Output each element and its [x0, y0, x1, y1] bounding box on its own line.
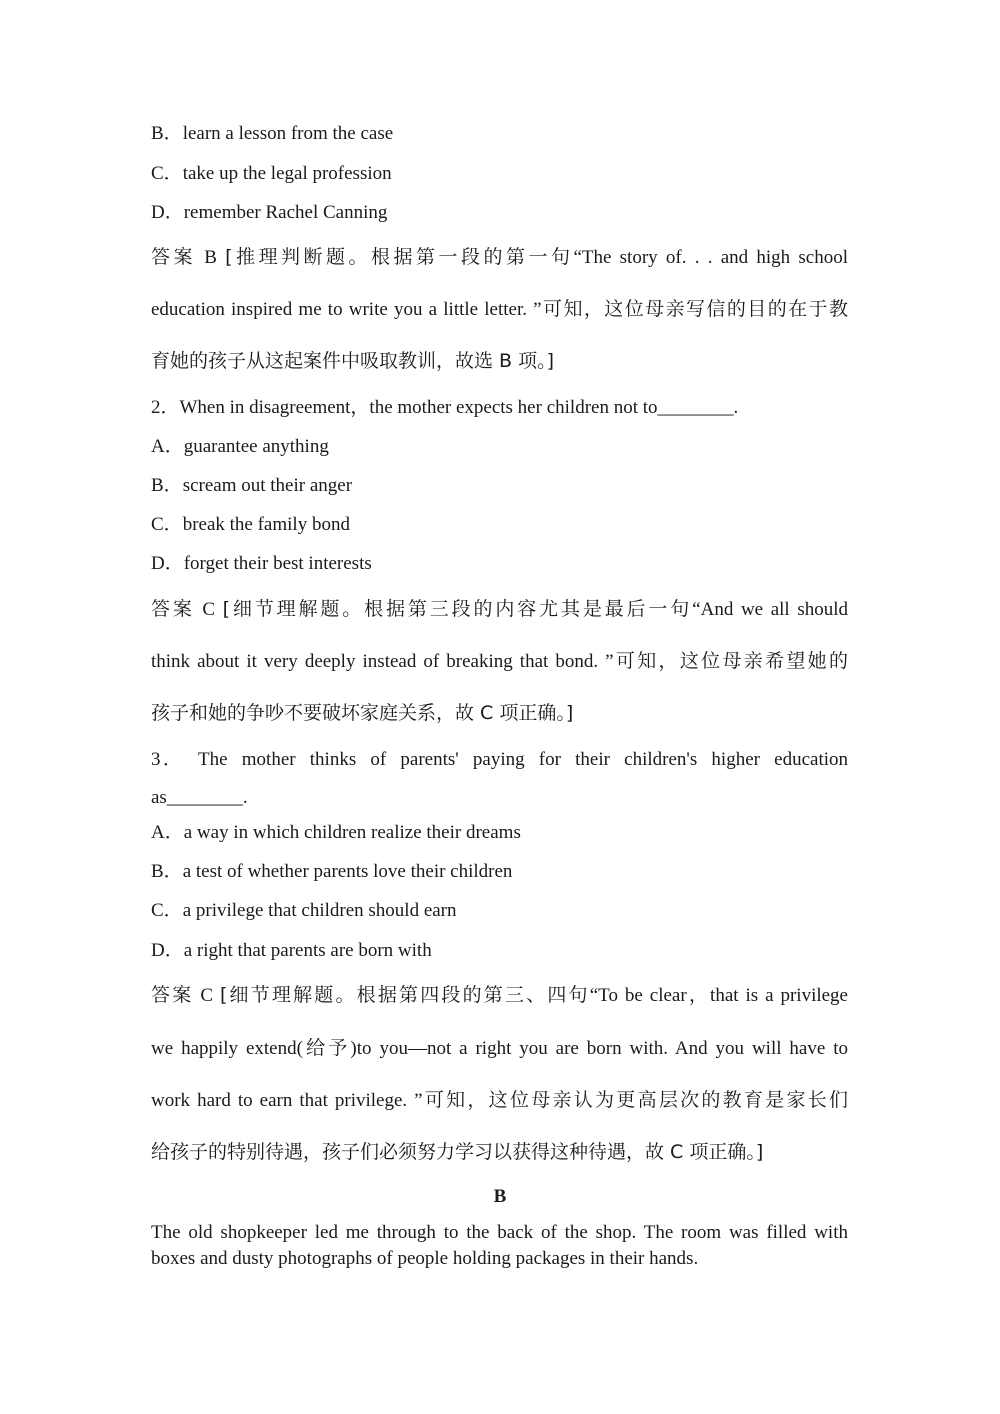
q2-option-b: [151, 474, 352, 498]
answer-quote: )to you—not a right you are born with. And you will have to: [350, 1038, 848, 1059]
option-letter: B．: [151, 475, 183, 496]
answer-explanation: [细节理解题。根据第三段的内容尤其是最后一句: [222, 598, 693, 620]
answer-choice: B: [204, 247, 217, 268]
answer-quote: work hard to earn that privilege. ”: [151, 1090, 423, 1111]
q3-option-a: [151, 821, 521, 845]
answer-gloss: 给予: [302, 1037, 351, 1059]
q3-stem-line1: 3． The mother thinks of parents' paying for their children's higher education: [151, 749, 848, 770]
answer-quote: education inspired me to write you a little letter. ”: [151, 299, 542, 320]
q1-option-b: [151, 122, 393, 146]
q3-option-d: [151, 939, 432, 963]
option-letter: C．: [151, 163, 183, 184]
option-letter: D．: [151, 553, 184, 574]
answer-explanation: 可知，这位母亲希望她的: [613, 650, 848, 672]
q3-option-b: [151, 860, 512, 884]
option-text: a right that parents are born with: [183, 940, 432, 961]
q2-stem: 2．When in disagreement，the mother expects her children not to________.: [151, 397, 739, 418]
option-letter: A．: [151, 822, 184, 843]
answer-quote: “To be clear，that is a privilege: [589, 985, 848, 1006]
q1-option-c: [151, 162, 392, 186]
option-letter: D．: [151, 202, 184, 223]
option-text: a privilege that children should earn: [182, 900, 457, 921]
option-text: learn a lesson from the case: [182, 123, 394, 144]
q3-answer-line1: [151, 983, 848, 1008]
answer-choice: C: [200, 985, 214, 1006]
answer-quote: think about it very deeply instead of breaking that bond. ”: [151, 651, 614, 672]
option-text: remember Rachel Canning: [183, 202, 388, 223]
option-letter: D．: [151, 940, 184, 961]
answer-label: 答案: [151, 984, 194, 1006]
answer-explanation: [细节理解题。根据第四段的第三、四句: [219, 984, 590, 1006]
q2-option-a: [151, 435, 329, 459]
answer-quote: “The story of. . . and high school: [573, 247, 848, 268]
option-text: take up the legal profession: [182, 163, 392, 184]
answer-label: 答案: [151, 598, 195, 620]
q1-option-d: [151, 201, 387, 225]
q1-answer-line2: [151, 297, 848, 322]
option-text: guarantee anything: [183, 436, 329, 457]
option-letter: C．: [151, 900, 183, 921]
option-text: break the family bond: [182, 514, 350, 535]
answer-explanation: [推理判断题。根据第一段的第一句: [225, 246, 574, 268]
section-b-heading: B: [493, 1186, 507, 1207]
q2-answer-line3: 孩子和她的争吵不要破坏家庭关系，故 C 项正确。]: [151, 702, 574, 724]
q3-option-c: [151, 899, 457, 923]
section-b-paragraph: The old shopkeeper led me through to the back of the shop. The room was filled with boxes and dusty photographs of people holding packages in their hands.: [151, 1222, 848, 1269]
q3-stem-line2: as________.: [151, 787, 248, 808]
answer-quote: we happily extend(: [151, 1038, 303, 1059]
option-text: a test of whether parents love their children: [182, 861, 513, 882]
answer-choice: C: [202, 599, 216, 620]
option-text: scream out their anger: [182, 475, 353, 496]
q3-answer-line2: [151, 1036, 848, 1061]
q1-answer-line1: [151, 245, 848, 270]
option-letter: B．: [151, 123, 183, 144]
q2-option-d: [151, 552, 372, 576]
q2-answer-line1: [151, 597, 848, 622]
answer-label: 答案: [151, 246, 196, 268]
q3-answer-line3: [151, 1088, 848, 1113]
q2-option-c: [151, 513, 350, 537]
q2-answer-line2: [151, 649, 848, 674]
option-letter: C．: [151, 514, 183, 535]
answer-quote: “And we all should: [692, 599, 848, 620]
q1-answer-line3: 育她的孩子从这起案件中吸取教训，故选 B 项。]: [151, 350, 555, 372]
option-letter: A．: [151, 436, 184, 457]
option-text: a way in which children realize their dreams: [183, 822, 521, 843]
q3-answer-line4: 给孩子的特别待遇，孩子们必须努力学习以获得这种待遇，故 C 项正确。]: [151, 1141, 764, 1163]
option-text: forget their best interests: [183, 553, 372, 574]
option-letter: B．: [151, 861, 183, 882]
answer-explanation: 可知，这位母亲认为更高层次的教育是家长们: [422, 1089, 848, 1111]
answer-explanation: 可知，这位母亲写信的目的在于教: [541, 298, 848, 320]
